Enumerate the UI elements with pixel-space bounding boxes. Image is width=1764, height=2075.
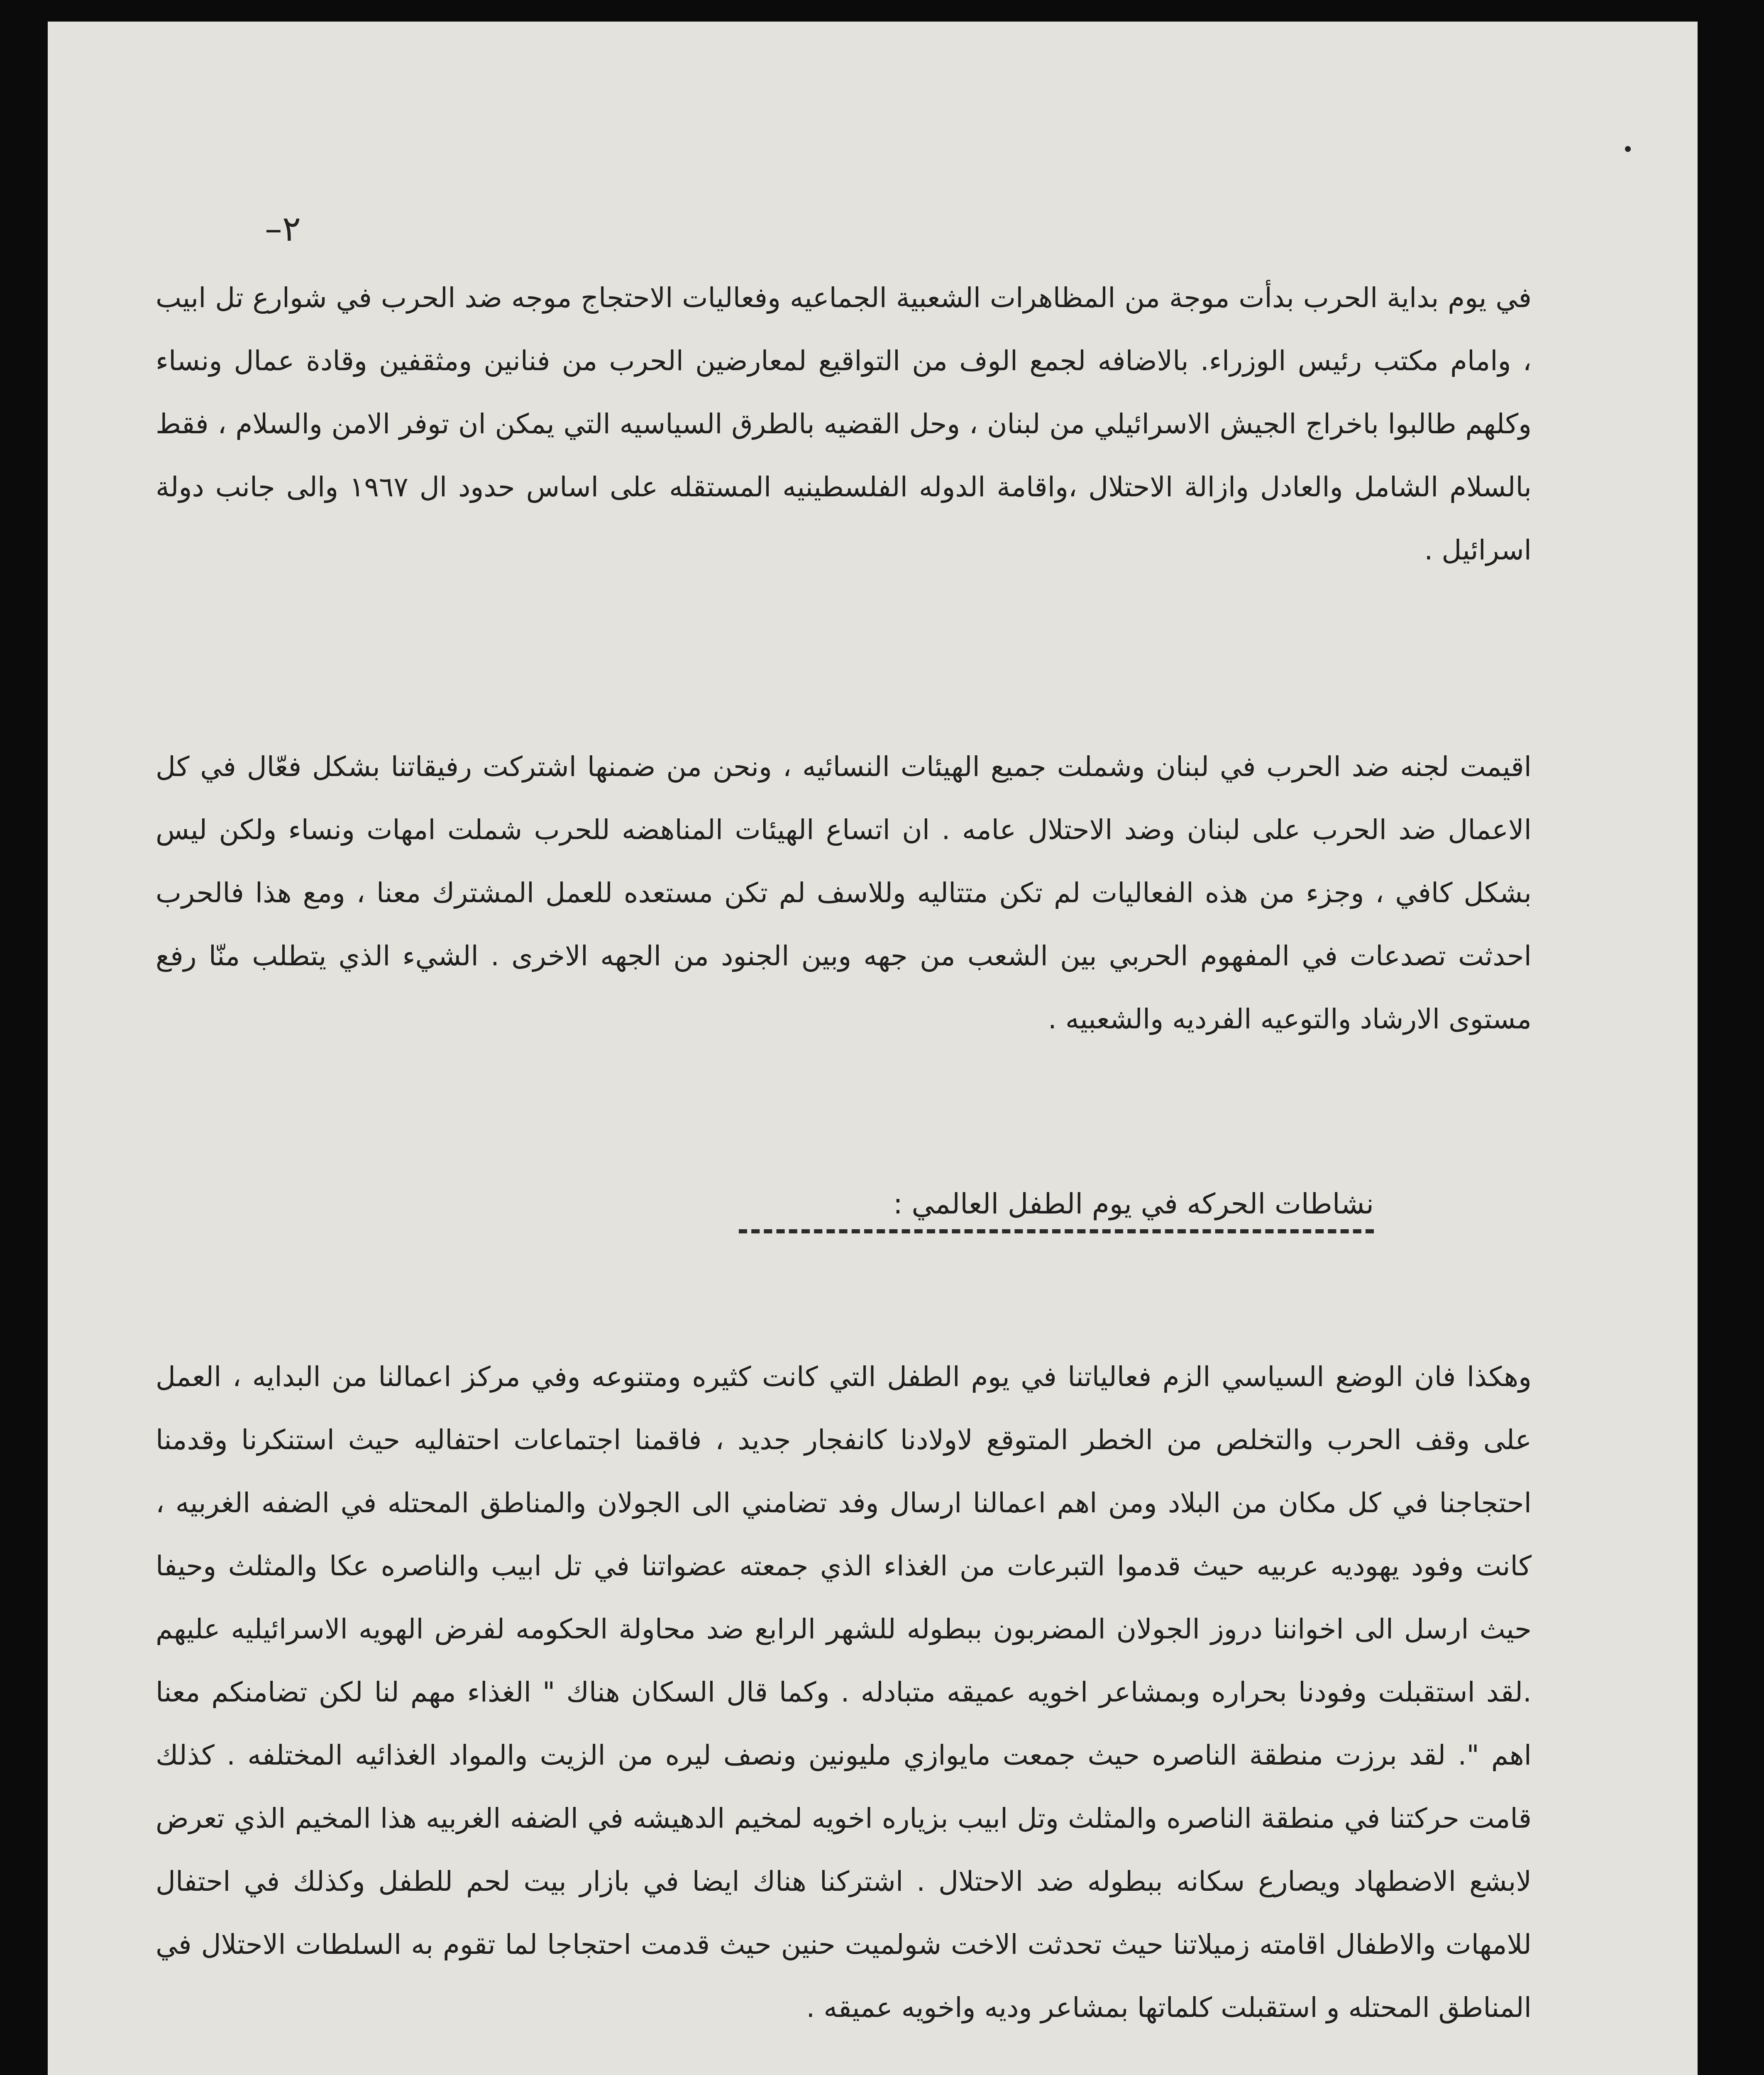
paper-speck <box>1625 146 1631 152</box>
section-heading: نشاطات الحركه في يوم الطفل العالمي : <box>893 1188 1374 1221</box>
heading-underline <box>739 1229 1374 1233</box>
page-number: ٢– <box>264 208 301 249</box>
paragraph-war-protests: في يوم بداية الحرب بدأت موجة من المظاهرات الشعبية الجماعيه وفعاليات الاحتجاج موجه ضد الحرب في شوارع تل ابيب ، وامام مكتب رئيس الوزراء. بالاضافه لجمع الوف من التواقيع لمعارضين الحرب من فنانين ومثقفين وقادة عمال ونساء وكلهم طالبوا باخراج الجيش الاسرائيلي من لبنان ، وحل القضيه بالطرق السياسيه التي يمكن ان توفر الامن والسلام ، فقط بالسلام الشامل والعادل وازالة الاحتلال ،واقامة الدوله الفلسطينيه المستقله على اساس حدود ال ١٩٦٧ والى جانب دولة اسرائيل . <box>156 282 1532 566</box>
typed-page <box>48 22 1698 2075</box>
paragraph-child-day-activities: وهكذا فان الوضع السياسي الزم فعالياتنا في يوم الطفل التي كانت كثيره ومتنوعه وفي مركز اعمالنا من البدايه ، العمل على وقف الحرب والتخلص من الخطر المتوقع لاولادنا كانفجار جديد ، فاقمنا اجتماعات احتفاليه حيث استنكرنا وقدمنا احتجاجنا في كل مكان من البلاد ومن اهم اعمالنا ارسال وفد تضامني الى الجولان والمناطق المحتله في الضفه الغربيه ، كانت وفود يهوديه عربيه حيث قدموا التبرعات من الغذاء الذي جمعته عضواتنا في تل ابيب والناصره عكا والمثلث وحيفا حيث ارسل الى اخواننا دروز الجولان المضربون ببطوله للشهر الرابع ضد محاولة الحكومه لفرض الهويه الاسرائيليه عليهم .لقد استقبلت وفودنا بحراره وبمشاعر اخويه عميقه متبادله . وكما قال السكان هناك " الغذاء مهم لنا لكن تضامنكم معنا اهم ". لقد برزت منطقة الناصره حيث جمعت مايوازي مليونين ونصف ليره من الزيت والمواد الغذائيه المختلفه . كذلك قامت حركتنا في منطقة الناصره والمثلث وتل ابيب بزياره اخويه لمخيم الدهيشه في الضفه الغربيه هذا المخيم الذي تعرض لابشع الاضطهاد ويصارع سكانه ببطوله ضد الاحتلال . اشتركنا هناك ايضا في بازار بيت لحم للطفل وكذلك في احتفال للامهات والاطفال اقامته زميلاتنا حيث تحدثت الاخت شولميت حنين حيث قدمت احتجاجا لما تقوم به السلطات الاحتلال في المناطق المحتله و استقبلت كلماتها بمشاعر وديه واخويه عميقه . <box>156 1361 1532 2024</box>
paragraph-anti-war-committee: اقيمت لجنه ضد الحرب في لبنان وشملت جميع الهيئات النسائيه ، ونحن من ضمنها اشتركت رفيقاتنا بشكل فعّال في كل الاعمال ضد الحرب على لبنان وضد الاحتلال عامه . ان اتساع الهيئات المناهضه للحرب شملت امهات ونساء ولكن ليس بشكل كافي ، وجزء من هذه الفعاليات لم تكن متتاليه وللاسف لم تكن مستعده للعمل المشترك معنا ، ومع هذا فالحرب احدثت تصدعات في المفهوم الحربي بين الشعب من جهه وبين الجنود من الجهه الاخرى . الشيء الذي يتطلب منّا رفع مستوى الارشاد والتوعيه الفرديه والشعبيه . <box>156 751 1532 1035</box>
